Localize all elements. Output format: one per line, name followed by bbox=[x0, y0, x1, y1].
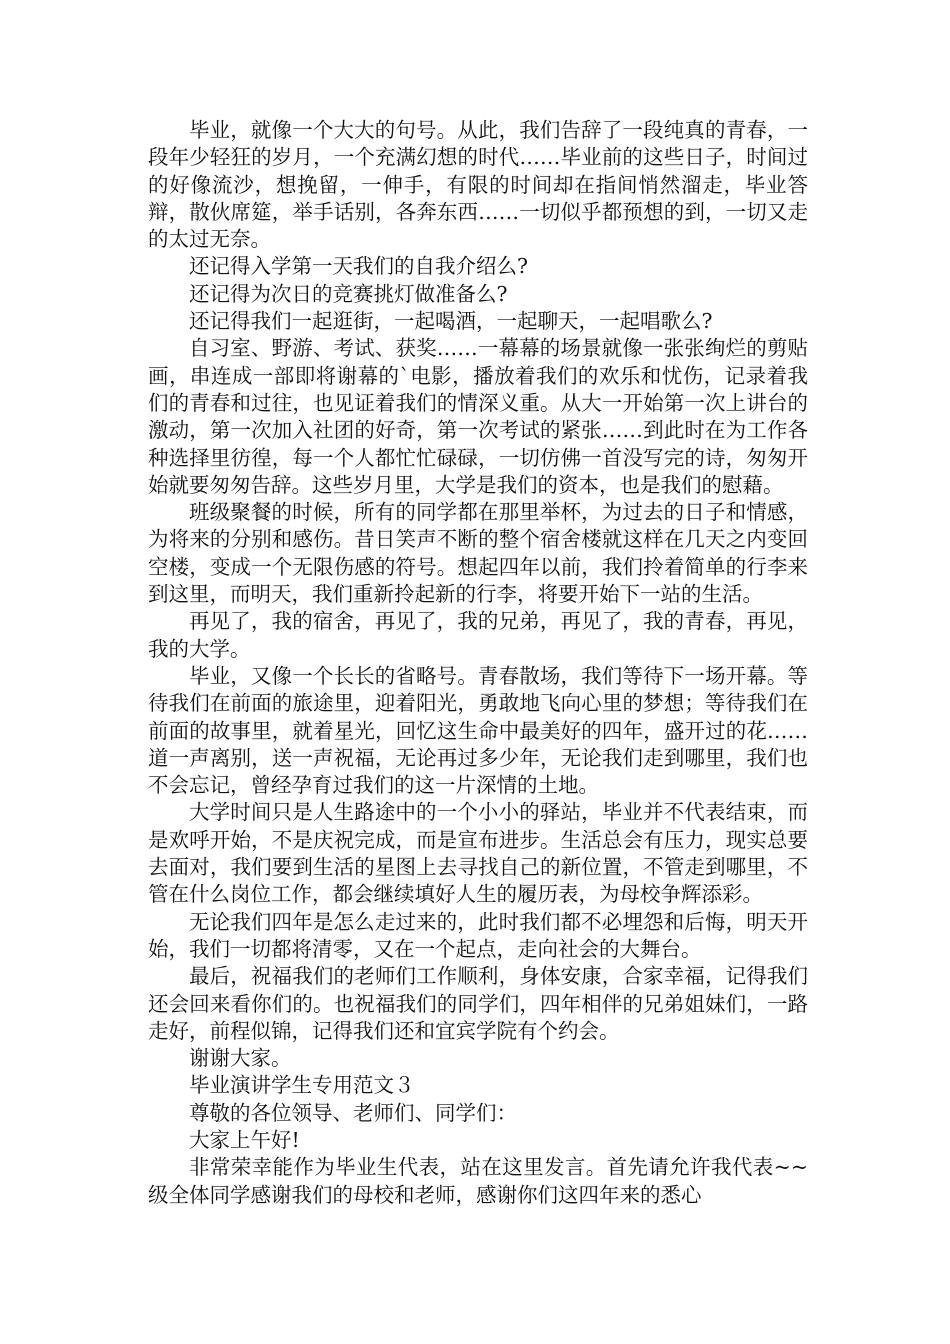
document-body bbox=[148, 117, 808, 1209]
paragraph: 非常荣幸能作为毕业生代表，站在这里发言。首先请允许我代表~~级全体同学感谢我们的母校和老师，感谢你们这四年来的悉心 bbox=[148, 1155, 808, 1207]
greeting: 大家上午好! bbox=[189, 1127, 300, 1152]
paragraph: 大学时间只是人生路途中的一个小小的驿站，毕业并不代表结束，而是欢呼开始，不是庆祝完成，而是宣布进步。生活总会有压力，现实总要去面对，我们要到生活的星图上去寻找自己的新位置，不管走到哪里，不管在什么岗位工作，都会继续填好人生的履历表，为母校争辉添彩。 bbox=[148, 800, 808, 907]
paragraph: 自习室、野游、考试、获奖……一幕幕的场景就像一张张绚烂的剪贴画，串连成一部即将谢幕的`电影，播放着我们的欢乐和忧伤，记录着我们的青春和过往，也见证着我们的情深义重。从大一开始第一次上讲台的激动，第一次加入社团的好奇，第一次考试的紧张……到此时在为工作各种选择里彷徨，每一个人都忙忙碌碌，一切仿佛一首没写完的诗，匆匆开始就要匆匆告辞。这些岁月里，大学是我们的资本，也是我们的慰藉。 bbox=[148, 336, 808, 497]
paragraph: 毕业，就像一个大大的句号。从此，我们告辞了一段纯真的青春，一段年少轻狂的岁月，一个充满幻想的时代……毕业前的这些日子，时间过的好像流沙，想挽留，一伸手，有限的时间却在指间悄然溜走，毕业答辩，散伙席筵，举手话别，各奔东西……一切似乎都预想的到，一切又走的太过无奈。 bbox=[148, 118, 808, 252]
paragraph: 还记得为次日的竞赛挑灯做准备么? bbox=[189, 281, 508, 306]
paragraph: 毕业，又像一个长长的省略号。青春散场，我们等待下一场开幕。等待我们在前面的旅途里，迎着阳光，勇敢地飞向心里的梦想；等待我们在前面的故事里，就着星光，回忆这生命中最美好的四年，盛开过的花……道一声离别，送一声祝福，无论再过多少年，无论我们走到哪里，我们也不会忘记，曾经孕育过我们的这一片深情的土地。 bbox=[148, 663, 808, 798]
closing-line: 谢谢大家。 bbox=[189, 1046, 292, 1071]
paragraph: 班级聚餐的时候，所有的同学都在那里举杯，为过去的日子和情感，为将来的分别和感伤。昔日笑声不断的整个宿舍楼就这样在几天之内变回空楼，变成一个无限伤感的符号。想起四年以前，我们拎着简单的行李来到这里，而明天，我们重新拎起新的行李，将要开始下一站的生活。 bbox=[148, 500, 808, 607]
paragraph: 最后，祝福我们的老师们工作顺利，身体安康，合家幸福，记得我们还会回来看你们的。也祝福我们的同学们，四年相伴的兄弟姐妹们，一路走好，前程似锦，记得我们还和宜宾学院有个约会。 bbox=[148, 964, 808, 1043]
salutation: 尊敬的各位领导、老师们、同学们： bbox=[189, 1100, 517, 1125]
paragraph: 还记得我们一起逛街，一起喝酒，一起聊天，一起唱歌么? bbox=[189, 309, 713, 334]
paragraph: 再见了，我的宿舍，再见了，我的兄弟，再见了，我的青春，再见，我的大学。 bbox=[148, 609, 808, 661]
paragraph: 无论我们四年是怎么走过来的，此时我们都不必埋怨和后悔，明天开始，我们一切都将清零，又在一个起点，走向社会的大舞台。 bbox=[148, 909, 808, 961]
paragraph: 还记得入学第一天我们的自我介绍么? bbox=[189, 254, 528, 279]
section-title: 毕业演讲学生专用范文３ bbox=[189, 1073, 415, 1098]
